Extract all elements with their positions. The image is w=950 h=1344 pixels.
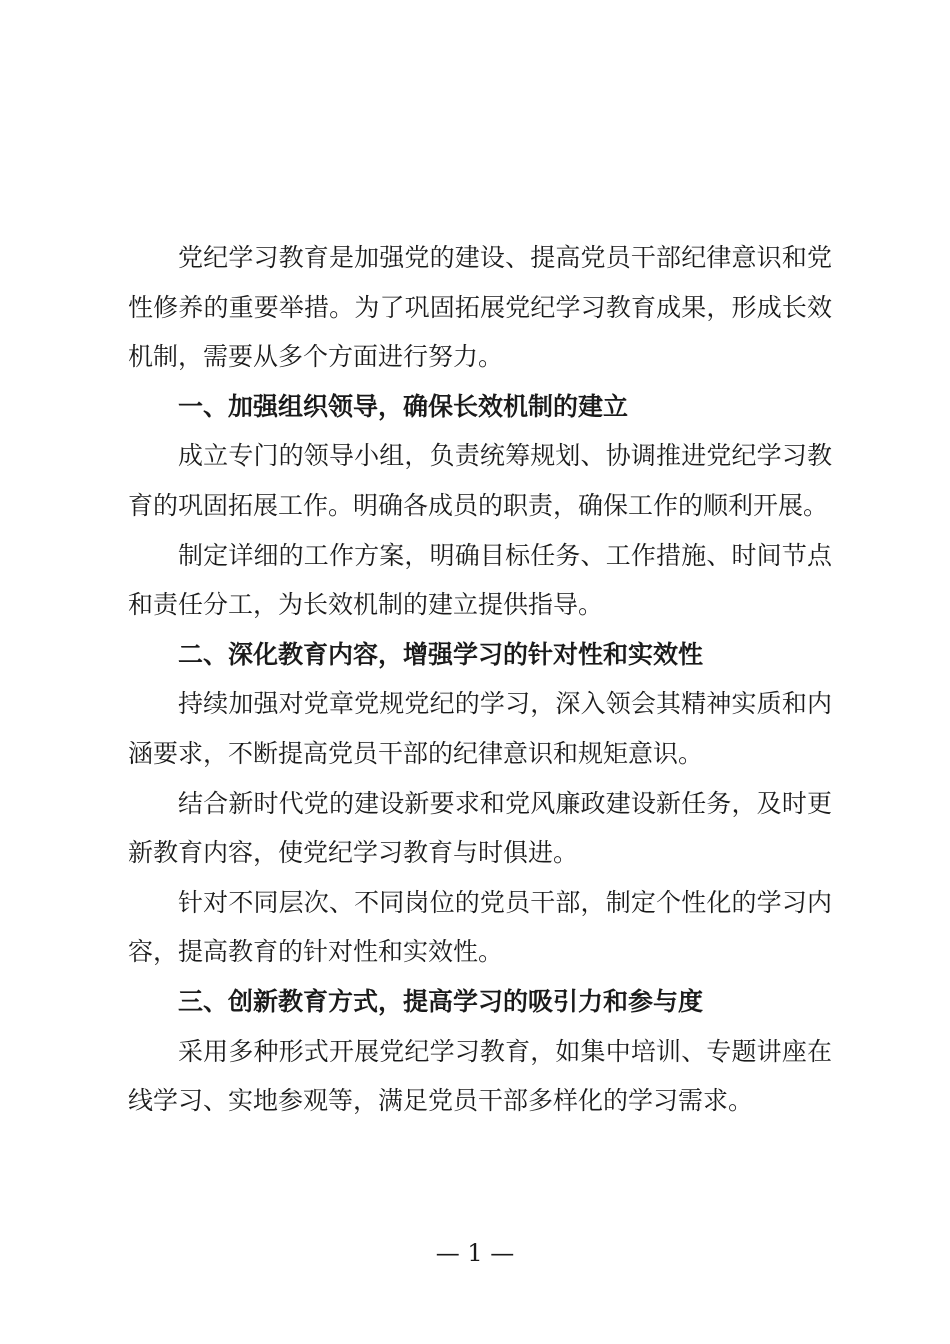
section-heading-1: 一、加强组织领导，确保长效机制的建立 — [178, 391, 629, 421]
paragraph-study-forms: 采用多种形式开展党纪学习教育，如集中培训、专题讲座在线学习、实地参观等，满足党员干部多样化的学习需求。 — [128, 1036, 832, 1116]
paragraph-update-content: 结合新时代党的建设新要求和党风廉政建设新任务，及时更新教育内容，使党纪学习教育与时俱进。 — [128, 788, 832, 868]
paragraph-intro: 党纪学习教育是加强党的建设、提高党员干部纪律意识和党性修养的重要举措。为了巩固拓展党纪学习教育成果，形成长效机制，需要从多个方面进行努力。 — [128, 243, 832, 372]
paragraph-party-rules: 持续加强对党章党规党纪的学习，深入领会其精神实质和内涵要求，不断提高党员干部的纪律意识和规矩意识。 — [128, 689, 832, 768]
paragraph-leadership-group: 成立专门的领导小组，负责统筹规划、协调推进党纪学习教育的巩固拓展工作。明确各成员的职责，确保工作的顺利开展。 — [128, 441, 832, 520]
document-body — [128, 233, 832, 1126]
section-heading-3: 三、创新教育方式，提高学习的吸引力和参与度 — [178, 986, 704, 1016]
section-heading-2: 二、深化教育内容，增强学习的针对性和实效性 — [178, 639, 704, 669]
paragraph-personalized: 针对不同层次、不同岗位的党员干部，制定个性化的学习内容，提高教育的针对性和实效性。 — [128, 887, 832, 967]
page-number: — 1 — — [435, 1239, 515, 1267]
paragraph-work-plan: 制定详细的工作方案，明确目标任务、工作措施、时间节点和责任分工，为长效机制的建立提供指导。 — [128, 540, 832, 620]
